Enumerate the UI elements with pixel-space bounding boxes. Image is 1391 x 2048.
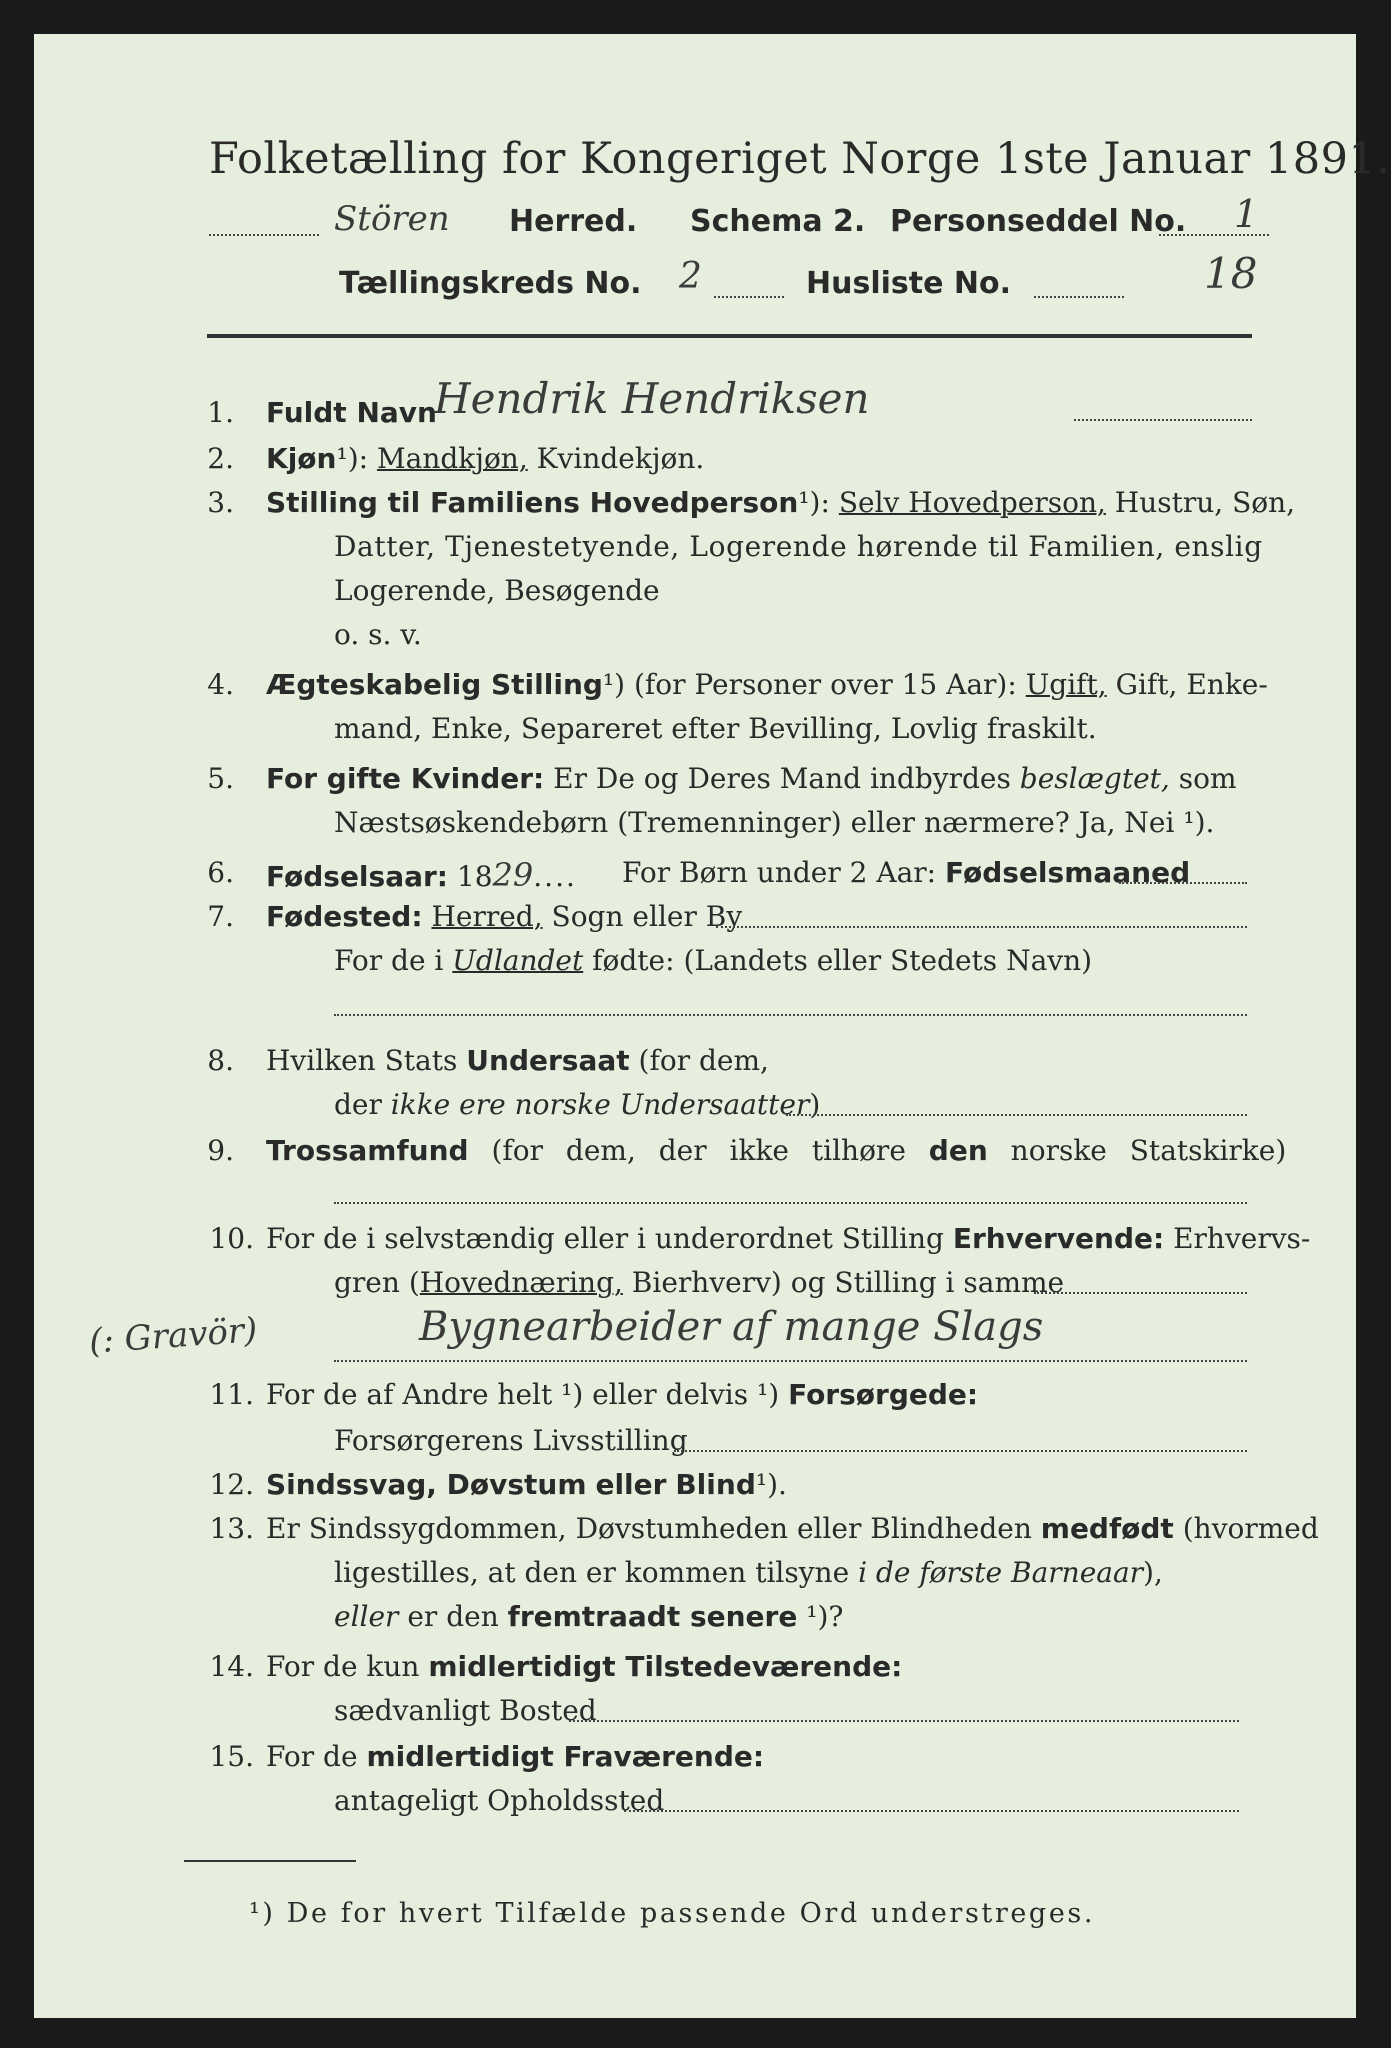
husliste-value: 18 [1204,249,1258,298]
married-women-line1 [266,762,1237,795]
census-form [34,34,1391,2018]
birthplace-line1 [266,900,742,933]
occupation-label: Erhvervende: [952,1222,1165,1255]
temp-absent-line1 [266,1740,764,1773]
full-name-dots [1074,419,1252,421]
position-line3: Logerende, Besøgende [334,574,660,607]
temp-absent-line2: antageligt Opholdssted [334,1784,665,1817]
temp-present-line2: sædvanligt Bosted [334,1694,597,1727]
abroad-italic: Udlandet [452,944,584,977]
married-women-text: Er De og Deres Mand indbyrdes [553,762,1011,795]
footnote: ¹) De for hvert Tilfælde passende Ord understreges. [249,1898,1096,1929]
birth-month-dots [1119,882,1247,884]
dependent-dots [674,1450,1247,1452]
congenital-l2b: ), [1143,1556,1163,1589]
marital-rest: Gift, Enke- [1115,668,1268,701]
temp-absent-dots [624,1810,1239,1812]
item-number: 9. [207,1134,234,1167]
kreds-label: Tællingskreds No. [339,266,642,301]
schema-label: Schema 2. [690,204,866,239]
religion-a: (for dem, der ikke tilhøre [491,1134,906,1167]
birth-month-pre: For Børn under 2 Aar: [622,856,937,889]
congenital-l3c: ¹)? [806,1600,844,1633]
marital-line2: mand, Enke, Separeret efter Bevilling, Lovlig fraskilt. [334,712,1097,745]
congenital-a: Er Sindssygdommen, Døvstumheden eller Blindheden [266,1512,1032,1545]
subject-post: ) [809,1088,821,1121]
subject-a: Hvilken Stats [266,1044,458,1077]
birth-year-label: Fødselsaar: [266,860,448,893]
gender-line [266,442,704,475]
dependent-a: For de af Andre helt ¹) eller delvis ¹) [266,1378,780,1411]
full-name-label: Fuldt Navn [266,396,437,429]
occupation-selected: Hovednæring, [419,1266,623,1299]
occupation-pre: gren ( [334,1266,420,1299]
item-number: 14. [209,1650,254,1683]
temp-present-label: midlertidigt Tilstedeværende: [428,1650,903,1683]
kreds-value: 2 [679,256,702,297]
item-number: 2. [207,442,234,475]
position-label: Stilling til Familiens Hovedperson [266,486,799,519]
personseddel-value: 1 [1234,192,1259,236]
gender-sup: ¹): [336,442,369,475]
disability-d: ¹). [755,1468,787,1501]
herred-label: Herred. [509,204,638,239]
married-women-label: For gifte Kvinder: [266,762,545,795]
position-line1 [266,486,1295,519]
birth-year-value: 29 [492,856,534,894]
temp-absent-label: midlertidigt Fraværende: [366,1740,765,1773]
item-number: 8. [207,1044,234,1077]
disability-line [266,1468,787,1501]
subject-c: (for dem, [638,1044,769,1077]
husliste-label: Husliste No. [806,266,1011,301]
gender-male: Mandkjøn, [376,442,528,475]
item-number: 4. [207,668,234,701]
occupation-c: Erhvervs- [1173,1222,1311,1255]
position-line2: Datter, Tjenestetyende, Logerende hørende til Familien, enslig [334,530,1263,563]
item-number: 11. [209,1378,254,1411]
birth-month-label: Fødselsmaaned [945,856,1191,889]
position-sup: ¹): [798,486,830,519]
birth-month-line [622,856,1190,889]
gender-female: Kvindekjøn. [536,442,705,475]
kreds-dots [714,296,784,298]
temp-present-dots [569,1720,1239,1722]
subject-italic: ikke ere norske Undersaatter [390,1088,810,1121]
header-rule [207,334,1252,338]
temp-absent-a: For de [266,1740,358,1773]
congenital-label: medfødt [1040,1512,1174,1545]
birthplace-label: Fødested: [266,900,423,933]
occupation-dots-2 [334,1360,1247,1362]
occupation-a: For de i selvstændig eller i underordnet Stilling [266,1222,944,1255]
married-women-end: som [1178,762,1237,795]
position-line4: o. s. v. [334,618,422,651]
herred-dots [209,234,319,236]
married-women-italic: beslægtet, [1019,762,1170,795]
position-selected: Selv Hovedperson, [838,486,1106,519]
occupation-post: Bierhverv) og Stilling i samme [631,1266,1065,1299]
congenital-line1 [266,1512,1319,1545]
congenital-l2a: ligestilles, at den er kommen tilsyne [334,1556,850,1589]
item-number: 3. [207,486,234,519]
religion-c: norske Statskirke) [1010,1134,1287,1167]
disability-c: Blind [675,1468,756,1501]
marital-line1 [266,668,1268,701]
item-number: 10. [209,1222,254,1255]
item-number: 7. [207,900,234,933]
congenital-l3a: er den [407,1600,499,1633]
form-title: Folketælling for Kongeriget Norge 1ste Januar 1891. [209,134,1391,184]
congenital-l3it: eller [334,1600,399,1633]
subject-label: Undersaat [466,1044,630,1077]
birth-year-line: Fødselsaar: 1829.... [266,856,577,894]
occupation-line1 [266,1222,1310,1255]
position-rest: Hustru, Søn, [1114,486,1296,519]
occupation-value: Bygnearbeider af mange Slags [419,1304,1044,1350]
herred-value: Stören [334,199,450,239]
disability-b: eller [595,1468,667,1501]
abroad-post: fødte: (Landets eller Stedets Navn) [592,944,1093,977]
congenital-l3b: fremtraadt senere [507,1600,798,1633]
item-number: 13. [209,1512,254,1545]
congenital-line3 [334,1600,843,1633]
birthplace-rest: Sogn eller By [551,900,743,933]
subject-line1 [266,1044,769,1077]
dependent-label: Forsørgede: [788,1378,979,1411]
religion-dots [334,1202,1247,1204]
congenital-l2it: i de første Barneaar [858,1556,1144,1589]
abroad-dots [334,1014,1247,1016]
religion-line [266,1134,1286,1167]
disability-a: Sindssvag, Døvstum [266,1468,587,1501]
marital-pre: (for Personer over 15 Aar): [633,668,1017,701]
birthplace-dots [716,926,1247,928]
footnote-rule [184,1860,356,1862]
abroad-pre: For de i [334,944,444,977]
subject-line2 [334,1088,820,1121]
occupation-dots-1 [1034,1292,1247,1294]
occupation-line2 [334,1266,1064,1299]
full-name-value: Hendrik Hendriksen [434,374,870,423]
item-number: 5. [207,762,234,795]
gender-label: Kjøn [266,442,337,475]
husliste-dots [1034,296,1124,298]
religion-b: den [928,1134,988,1167]
personseddel-label: Personseddel No. [890,204,1187,239]
dependent-line2: Forsørgerens Livsstilling [334,1424,688,1457]
congenital-c: (hvormed [1182,1512,1319,1545]
subject-pre: der [334,1088,382,1121]
item-number: 6. [207,856,234,889]
birthplace-selected: Herred, [431,900,543,933]
item-number: 15. [209,1740,254,1773]
marital-sup: ¹) [602,668,626,701]
birthplace-line2 [334,944,1092,977]
marital-label: Ægteskabelig Stilling [266,668,603,701]
birth-year-prefix: 18 [456,860,493,893]
item-number: 12. [209,1468,254,1501]
marital-selected: Ugift, [1025,668,1107,701]
dependent-line1 [266,1378,978,1411]
temp-present-line1 [266,1650,902,1683]
religion-label: Trossamfund [266,1134,469,1167]
temp-present-a: For de kun [266,1650,420,1683]
item-number: 1. [207,396,234,429]
married-women-line2: Næstsøskendebørn (Tremenninger) eller nærmere? Ja, Nei ¹). [334,806,1215,839]
occupation-margin-note: (: Gravör) [87,1310,259,1362]
congenital-line2 [334,1556,1163,1589]
subject-dots [786,1114,1247,1116]
